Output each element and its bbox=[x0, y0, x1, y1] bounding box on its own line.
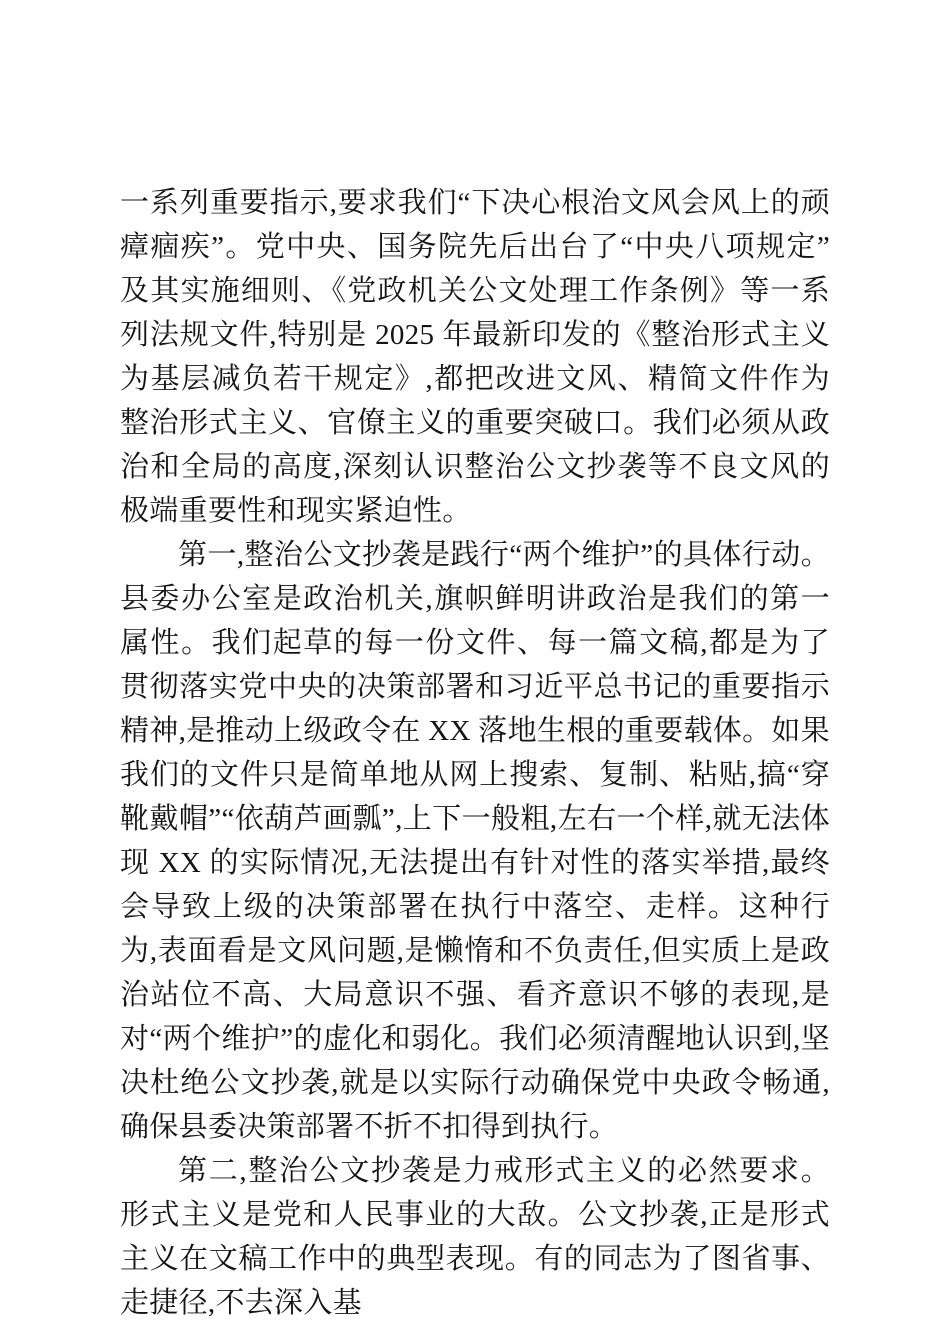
paragraph-point-one: 第一,整治公文抄袭是践行“两个维护”的具体行动。县委办公室是政治机关,旗帜鲜明讲政治是我们的第一属性。我们起草的每一份文件、每一篇文稿,都是为了贯彻落实党中央的决策部署和习近平总书记的重要指示精神,是推动上级政令在 XX 落地生根的重要载体。如果我们的文件只是简单地从网上搜索、复制、粘贴,搞“穿靴戴帽”“依葫芦画瓢”,上下一般粗,左右一个样,就无法体现 XX 的实际情况,无法提出有针对性的落实举措,最终会导致上级的决策部署在执行中落空、走样。这种行为,表面看是文风问题,是懒惰和不负责任,但实质上是政治站位不高、大局意识不强、看齐意识不够的表现,是对“两个维护”的虚化和弱化。我们必须清醒地认识到,坚决杜绝公文抄袭,就是以实际行动确保党中央政令畅通,确保县委决策部署不折不扣得到执行。 bbox=[120, 539, 830, 1143]
paragraph-point-two: 第二,整治公文抄袭是力戒形式主义的必然要求。形式主义是党和人民事业的大敌。公文抄袭,正是形式主义在文稿工作中的典型表现。有的同志为了图省事、走捷径,不去深入基 bbox=[120, 1155, 830, 1319]
paragraph-continuation: 一系列重要指示,要求我们“下决心根治文风会风上的顽瘴痼疾”。党中央、国务院先后出台了“中央八项规定”及其实施细则、《党政机关公文处理工作条例》等一系列法规文件,特别是 2025 年最新印发的《整治形式主义为基层减负若干规定》,都把改进文风、精简文件作为整治形式主义、官僚主义的重要突破口。我们必须从政治和全局的高度,深刻认识整治公文抄袭等不良文风的极端重要性和现实紧迫性。 bbox=[120, 187, 830, 527]
